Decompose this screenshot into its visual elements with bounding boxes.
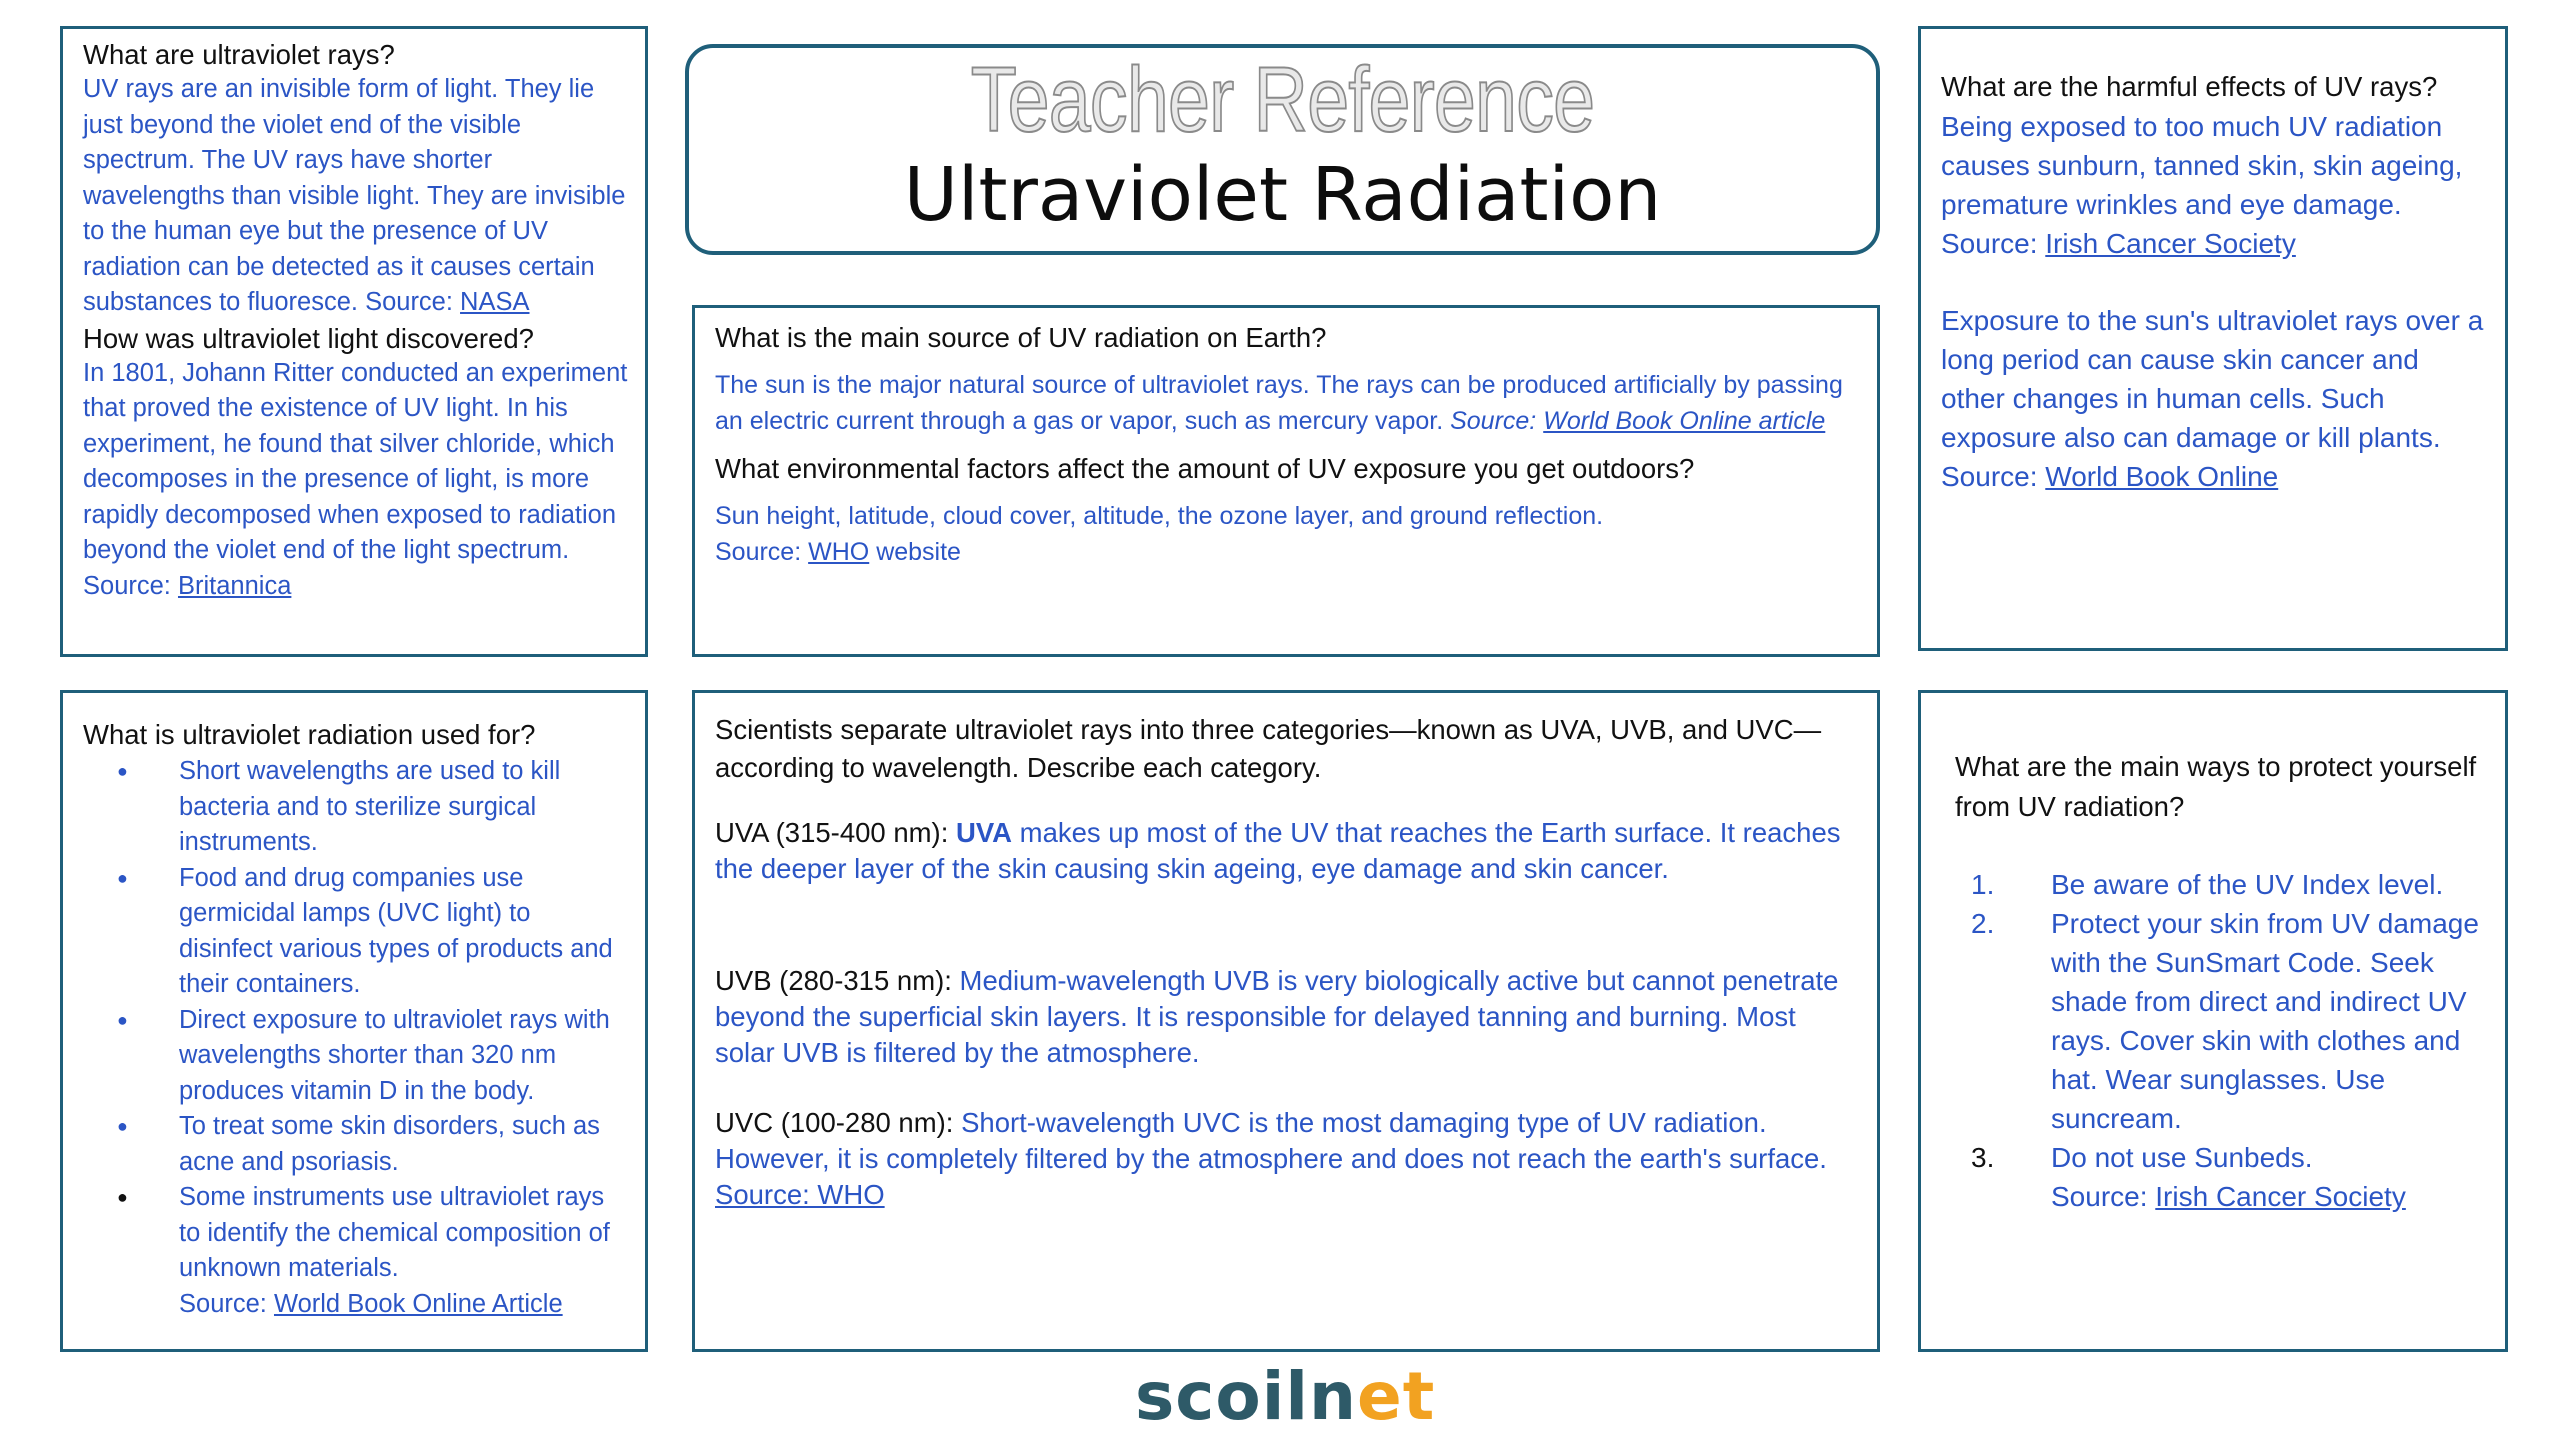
main-source-answer-text: The sun is the major natural source of ultraviolet rays. The rays can be produced artificially by passing an electric current through a gas or vapor, such as mercury vapor. — [715, 371, 1843, 435]
list-number: 3. — [1971, 1142, 1995, 1173]
who-link[interactable]: WHO — [808, 538, 870, 566]
uv-rays-answer-text: UV rays are an invisible form of light. They lie just beyond the violet end of the visible spectrum. The UV rays have shorter wavelengths than visible light. They are invisible to the human eye but the presence of UV radiation can be detected as it causes certain substances to fluoresce. Source: — [83, 75, 626, 316]
protection-panel — [1918, 690, 2508, 1352]
uva-description — [715, 815, 1857, 887]
teacher-reference-heading: Teacher Reference — [970, 49, 1595, 151]
harmful-source-2-label: Source: — [1941, 461, 2038, 492]
uses-panel — [60, 690, 648, 1352]
categories-question: Scientists separate ultraviolet rays into three categories—known as UVA, UVB, and UVC—according to wavelength. Describe each category. — [715, 714, 1822, 783]
uvb-description — [715, 963, 1857, 1071]
harmful-answer-2 — [1941, 301, 2487, 496]
uses-source-label: Source: — [179, 1289, 267, 1318]
uva-label: UVA (315-400 nm): — [715, 817, 949, 848]
harmful-source-1-label: Source: — [1941, 228, 2038, 259]
uv-rays-question: What are ultraviolet rays? — [83, 39, 395, 70]
title-panel — [685, 44, 1880, 255]
uvc-description — [715, 1105, 1857, 1213]
environment-answer — [715, 498, 1859, 570]
list-item: ● Food and drug companies use germicidal lamps (UVC light) to disinfect various types of products and their containers. — [83, 861, 629, 1003]
logo-part-et: et — [1357, 1358, 1436, 1435]
world-book-article-link[interactable]: World Book Online article — [1543, 407, 1826, 435]
uvc-label: UVC (100-280 nm): — [715, 1107, 954, 1138]
list-item — [1955, 1138, 2487, 1177]
irish-cancer-society-link[interactable]: Irish Cancer Society — [2045, 228, 2296, 259]
list-item: ● Some instruments use ultraviolet rays to identify the chemical composition of unknown materials. — [83, 1180, 629, 1287]
uses-source — [83, 1287, 629, 1323]
world-book-online-article-link[interactable]: World Book Online Article — [273, 1289, 563, 1318]
uses-question: What is ultraviolet radiation used for? — [83, 719, 536, 750]
page-title: Ultraviolet Radiation — [903, 152, 1662, 238]
britannica-link[interactable]: Britannica — [177, 571, 292, 600]
list-item — [1955, 904, 2487, 1138]
uvb-text: Medium-wavelength UVB is very biologically active but cannot penetrate beyond the superficial skin layers. It is responsible for delayed tanning and burning. Most solar UVB is filtered by the atmosphere. — [715, 965, 1839, 1068]
list-item-text: Do not use Sunbeds. — [2051, 1142, 2313, 1173]
list-item: ● Direct exposure to ultraviolet rays with wavelengths shorter than 320 nm produces vitamin D in the body. — [83, 1003, 629, 1110]
list-item — [1955, 865, 2487, 904]
harmful-answer-1-text: Being exposed to too much UV radiation causes sunburn, tanned skin, skin ageing, premature wrinkles and eye damage. — [1941, 111, 2463, 220]
main-source-question: What is the main source of UV radiation on Earth? — [715, 322, 1327, 353]
environment-question: What environmental factors affect the amount of UV exposure you get outdoors? — [715, 453, 1695, 484]
uv-rays-panel — [60, 26, 648, 657]
harmful-effects-panel — [1918, 26, 2508, 651]
main-source-source-label: Source: — [1450, 407, 1537, 435]
uv-rays-answer — [83, 72, 629, 321]
list-number: 2. — [1971, 908, 1995, 939]
uva-text: makes up most of the UV that reaches the Earth surface. It reaches the deeper layer of the skin causing skin ageing, eye damage and skin cancer. — [715, 817, 1841, 884]
uv-source-panel — [692, 305, 1880, 657]
logo-part-scoil: scoil — [1135, 1358, 1309, 1435]
main-source-answer — [715, 367, 1859, 439]
protection-question: What are the main ways to protect yourself from UV radiation? — [1955, 751, 2477, 822]
environment-answer-text: Sun height, latitude, cloud cover, altitude, the ozone layer, and ground reflection. — [715, 502, 1604, 530]
who-source-link[interactable]: Source: WHO — [715, 1179, 885, 1210]
uses-list — [83, 754, 629, 1287]
discovery-answer-text: In 1801, Johann Ritter conducted an experiment that proved the existence of UV light. In his experiment, he found that silver chloride, which decomposes in the presence of light, is more rapidly decomposed when exposed to radiation beyond the violet end of the light spectrum. Source: — [83, 358, 628, 600]
harmful-answer-1 — [1941, 107, 2487, 263]
protection-source-label: Source: — [2051, 1181, 2148, 1212]
world-book-online-link[interactable]: World Book Online — [2045, 461, 2279, 492]
categories-panel — [692, 690, 1880, 1352]
discovery-answer — [83, 356, 629, 605]
list-item: ● To treat some skin disorders, such as acne and psoriasis. — [83, 1109, 629, 1180]
uvc-text: Short-wavelength UVC is the most damaging type of UV radiation. However, it is completely filtered by the atmosphere and does not reach the earth's surface. — [715, 1107, 1827, 1174]
discovery-question: How was ultraviolet light discovered? — [83, 322, 534, 354]
list-number: 1. — [1971, 869, 1995, 900]
uvb-label: UVB (280-315 nm): — [715, 965, 952, 996]
harmful-answer-2-text: Exposure to the sun's ultraviolet rays over a long period can cause skin cancer and other changes in human cells. Such exposure also can damage or kill plants. — [1941, 305, 2484, 453]
protection-source — [1955, 1177, 2487, 1216]
nasa-link[interactable]: NASA — [460, 288, 530, 316]
environment-source-tail: website — [876, 538, 961, 566]
uva-bold: UVA — [956, 817, 1013, 848]
harmful-question: What are the harmful effects of UV rays? — [1941, 71, 2438, 102]
logo-part-n: n — [1309, 1358, 1357, 1435]
list-item: ● Short wavelengths are used to kill bacteria and to sterilize surgical instruments. — [83, 754, 629, 861]
list-item-text: Protect your skin from UV damage with the SunSmart Code. Seek shade from direct and indirect UV rays. Cover skin with clothes and hat. Wear sunglasses. Use suncream. — [2051, 908, 2479, 1134]
list-item-text: Be aware of the UV Index level. — [2051, 869, 2444, 900]
scoilnet-logo — [1135, 1358, 1436, 1435]
irish-cancer-society-link-2[interactable]: Irish Cancer Society — [2155, 1181, 2406, 1212]
protection-list — [1955, 865, 2487, 1177]
environment-source-label: Source: — [715, 538, 802, 566]
